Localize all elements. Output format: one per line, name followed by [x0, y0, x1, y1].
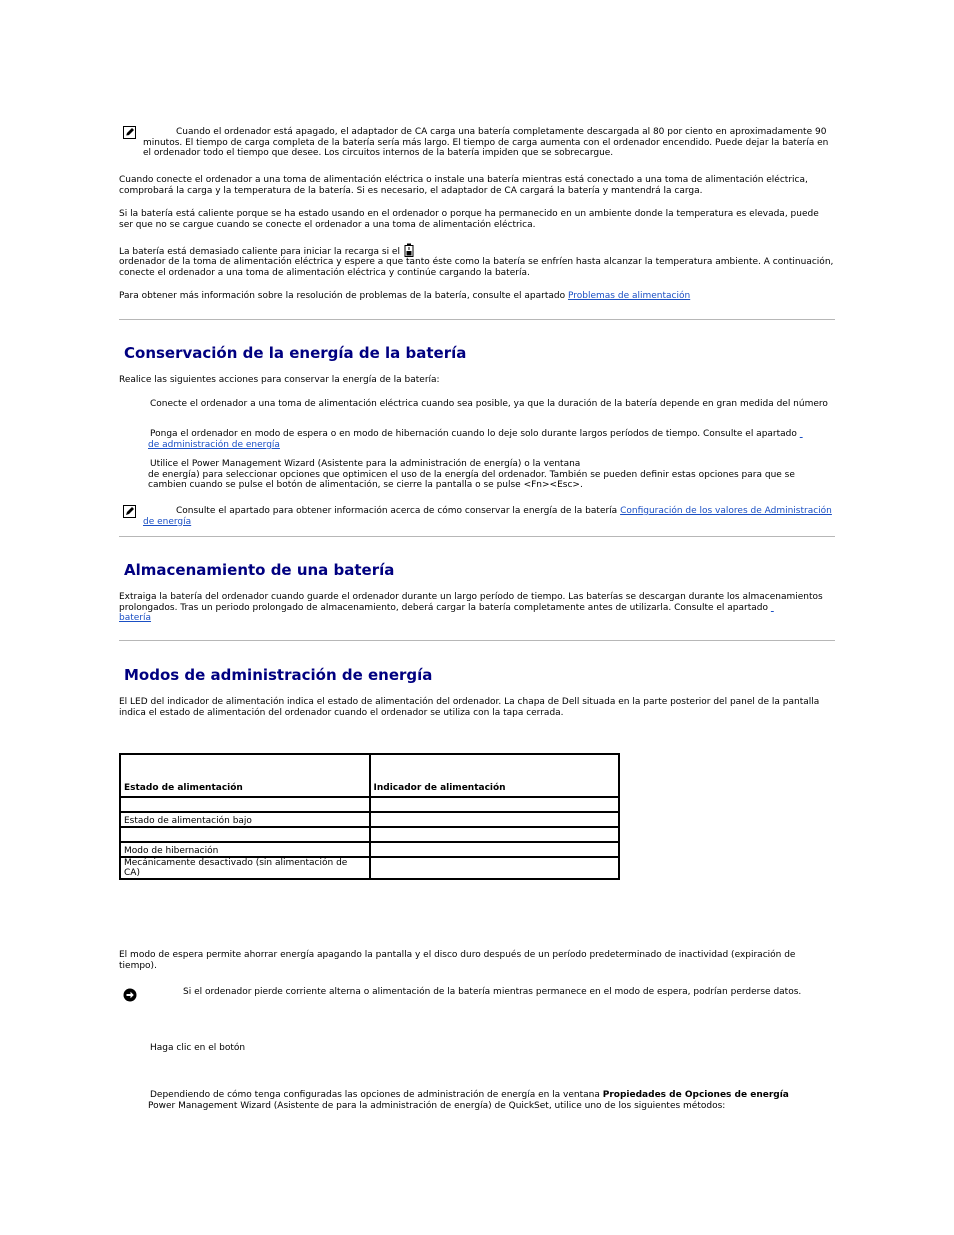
charging-paragraph-3-rest: ordenador de la toma de alimentación eléctrica y espere a que tanto éste como la batería se enfríen hasta alcanzar la temperatura ambiente. A continuación, conecte el ordenador a una toma de alimentación eléctrica y continúe cargando la batería.	[119, 257, 834, 278]
note-pencil-icon	[123, 126, 136, 139]
conservation-heading: Conservación de la energía de la batería	[124, 344, 467, 362]
table-cell: Mecánicamente desactivado (sin alimentación de CA)	[120, 857, 370, 879]
standby-step-2	[148, 1090, 836, 1111]
table-cell	[370, 827, 620, 842]
note-charging-time: Cuando el ordenador está apagado, el adaptador de CA carga una batería completamente descargada al 80 por ciento en aproximadamente 90 minutos. El tiempo de carga completa de la batería sería más largo. El tiempo de carga aumenta con el ordenador encendido. Puede dejar la batería en el ordenador todo el tiempo que desee. Los circuitos internos de la batería impiden que se sobrecargue.	[143, 127, 829, 158]
storage-paragraph	[119, 592, 835, 624]
table-cell	[370, 797, 620, 812]
section-divider	[119, 536, 835, 537]
section-divider	[119, 319, 835, 320]
power-state-table	[119, 753, 620, 880]
conservation-item-3-line1: Utilice el Power Management Wizard (Asistente para la administración de energía) o la ventana	[150, 459, 581, 469]
note-conservation-text: Consulte el apartado para obtener información acerca de cómo conservar la energía de la batería	[176, 506, 618, 516]
table-cell: Modo de hibernación	[120, 842, 370, 857]
table-cell	[120, 797, 370, 812]
standby-step-2-text: Dependiendo de cómo tenga configuradas las opciones de administración de energía en la ventana	[150, 1090, 600, 1100]
standby-step-2-rest: Power Management Wizard (Asistente de para la administración de energía) de QuickSet, utilice uno de los siguientes métodos:	[148, 1100, 726, 1111]
table-cell	[370, 842, 620, 857]
caution-text: Si el ordenador pierde corriente alterna o alimentación de la batería mientras permanece en el modo de espera, podrían perderse datos.	[183, 987, 802, 997]
table-row	[120, 857, 619, 879]
battery-link[interactable]: batería	[119, 613, 152, 623]
power-management-modes-link[interactable]: de administración de energía	[148, 439, 280, 450]
conservation-intro: Realice las siguientes acciones para conservar la energía de la batería:	[119, 375, 440, 385]
table-cell: Estado de alimentación bajo	[120, 812, 370, 827]
table-header-indicator: Indicador de alimentación	[370, 754, 620, 797]
conservation-item-3-rest: de energía) para seleccionar opciones que optimicen el uso de la energía del ordenador. También se pueden definir estas opciones para que se cambien cuando se pulse el botón de alimentación, se cierre la pantalla o se pulse <Fn><Esc>.	[148, 469, 795, 490]
table-row	[120, 812, 619, 827]
standby-step-1: Haga clic en el botón	[150, 1043, 246, 1053]
power-modes-intro: El LED del indicador de alimentación indica el estado de alimentación del ordenador. La chapa de Dell situada en la parte posterior del panel de la pantalla indica el estado de alimentación del ordenador cuando el ordenador se utiliza con la tapa cerrada.	[119, 697, 820, 718]
table-header-row	[120, 754, 619, 797]
table-row	[120, 797, 619, 812]
section-divider	[119, 640, 835, 641]
note-pencil-icon	[123, 505, 136, 518]
battery-hot-icon	[404, 243, 414, 257]
conservation-item-2	[148, 429, 836, 450]
storage-heading: Almacenamiento de una batería	[124, 561, 395, 579]
conservation-item-1: Conecte el ordenador a una toma de alimentación eléctrica cuando sea posible, ya que la duración de la batería depende en gran medida del número	[150, 399, 828, 409]
standby-description: El modo de espera permite ahorrar energía apagando la pantalla y el disco duro después de un período predeterminado de inactividad (expiración de tiempo).	[119, 950, 796, 971]
table-cell	[120, 827, 370, 842]
power-modes-heading: Modos de administración de energía	[124, 666, 433, 684]
caution-icon	[123, 988, 137, 1002]
power-options-properties-label: Propiedades de Opciones de energía	[602, 1090, 789, 1100]
table-cell	[370, 812, 620, 827]
note-conservation	[143, 506, 833, 527]
charging-p4-text: Para obtener más información sobre la resolución de problemas de la batería, consulte el apartado	[119, 291, 566, 301]
conservation-item-3	[148, 459, 836, 491]
storage-text: Extraiga la batería del ordenador cuando guarde el ordenador durante un largo período de tiempo. Las baterías se descargan durante los almacenamientos prolongados. Tras un periodo prolongado de almacenamiento, deberá cargar la batería completamente antes de utilizarla. Consulte el apartado	[119, 592, 823, 613]
charging-paragraph-3-line1: La batería está demasiado caliente para iniciar la recarga si el	[119, 247, 400, 257]
conservation-item-2-text: Ponga el ordenador en modo de espera o en modo de hibernación cuando lo deje solo durante largos períodos de tiempo. Consulte el apartado	[150, 429, 797, 439]
storage-link-spacer[interactable]	[771, 603, 823, 614]
power-settings-link[interactable]: Configuración de los valores de Administración de energía	[143, 506, 832, 527]
charging-paragraph-4	[119, 291, 835, 302]
charging-paragraph-1: Cuando conecte el ordenador a una toma de alimentación eléctrica o instale una batería mientras está conectado a una toma de alimentación eléctrica, comprobará la carga y la temperatura de la batería. Si es necesario, el adaptador de CA cargará la batería y mantendrá la carga.	[119, 175, 808, 196]
table-cell	[370, 857, 620, 879]
table-header-state: Estado de alimentación	[120, 754, 370, 797]
table-row	[120, 842, 619, 857]
charging-paragraph-2: Si la batería está caliente porque se ha estado usando en el ordenador o porque ha permanecido en un ambiente donde la temperatura es elevada, puede ser que no se cargue cuando se conecte el ordenador a una toma de alimentación eléctrica.	[119, 209, 819, 230]
power-mode-link-spacer[interactable]	[800, 429, 828, 440]
power-problems-link[interactable]: Problemas de alimentación	[568, 291, 691, 301]
table-row	[120, 827, 619, 842]
